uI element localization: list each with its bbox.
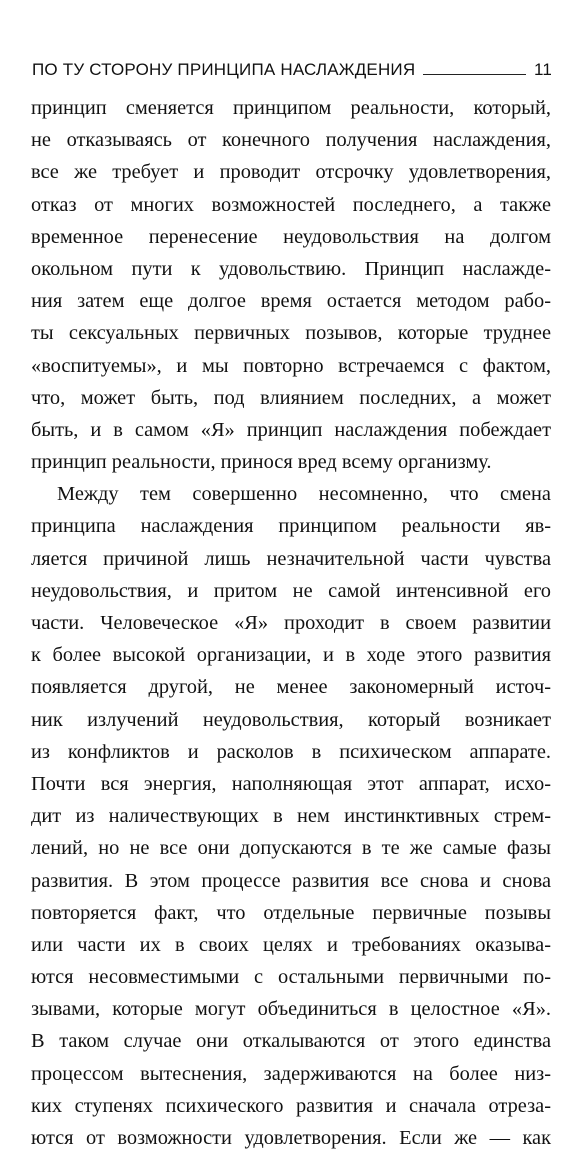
text-line: ются несовместимыми с остальными первичными по- bbox=[31, 966, 551, 989]
text-line: дит из наличествующих в нем инстинктивных стрем- bbox=[31, 805, 551, 828]
paragraph-1 bbox=[31, 92, 551, 478]
text-line: части. Человеческое «Я» проходит в своем развитии bbox=[31, 612, 551, 634]
text-line: из конфликтов и расколов в психическом аппарате. bbox=[31, 740, 551, 763]
text-line: ких ступенях психического развития и сначала отреза- bbox=[31, 1094, 551, 1117]
text-line: отказ от многих возможностей последнего, а также bbox=[31, 193, 551, 216]
page-number: 11 bbox=[533, 60, 552, 79]
text-line: принципа наслаждения принципом реальности яв- bbox=[31, 515, 551, 538]
text-line: «воспитуемы», и мы повторно встречаемся с фактом, bbox=[31, 354, 551, 377]
text-line: процессом вытеснения, задерживаются на более низ- bbox=[31, 1062, 551, 1085]
text-line: повторяется факт, что отдельные первичные позывы bbox=[31, 901, 551, 924]
text-line: принцип реальности, принося вред всему организму. bbox=[31, 451, 492, 474]
text-line: или части их в своих целях и требованиях оказыва- bbox=[31, 933, 551, 956]
text-line: быть, и в самом «Я» принцип наслаждения побеждает bbox=[31, 418, 551, 441]
text-line: принцип сменяется принципом реальности, который, bbox=[31, 97, 551, 119]
text-line: зывами, которые могут объединиться в целостное «Я». bbox=[31, 998, 551, 1021]
running-header-title: ПО ТУ СТОРОНУ ПРИНЦИПА НАСЛАЖДЕНИЯ bbox=[32, 60, 416, 79]
text-line: ния затем еще долгое время остается методом рабо- bbox=[31, 290, 551, 313]
text-line: ты сексуальных первичных позывов, которые труднее bbox=[31, 322, 551, 345]
text-line: В таком случае они откалываются от этого единства bbox=[31, 1030, 551, 1053]
text-line: все же требует и проводит отсрочку удовлетворения, bbox=[31, 161, 551, 184]
header-rule bbox=[423, 73, 526, 75]
text-line: лений, но не все они допускаются в те же самые фазы bbox=[31, 837, 551, 860]
text-line: появляется другой, не менее закономерный источ- bbox=[31, 676, 551, 699]
text-line: Между тем совершенно несомненно, что смена bbox=[57, 483, 551, 506]
text-line: не отказываясь от конечного получения наслаждения, bbox=[31, 129, 551, 152]
text-line: неудовольствия, и притом не самой интенсивной его bbox=[31, 579, 551, 602]
text-line: временное перенесение неудовольствия на долгом bbox=[31, 225, 551, 248]
text-line: к более высокой организации, и в ходе этого развития bbox=[31, 644, 551, 667]
text-line: окольном пути к удовольствию. Принцип наслажде- bbox=[31, 257, 551, 280]
text-line: Почти вся энергия, наполняющая этот аппарат, исхо- bbox=[31, 772, 551, 795]
text-line: ник излучений неудовольствия, который возникает bbox=[31, 708, 551, 731]
text-line: ляется причиной лишь незначительной части чувства bbox=[31, 547, 551, 570]
body-text bbox=[31, 92, 551, 1154]
text-line: ются от возможности удовлетворения. Если же — как bbox=[31, 1127, 551, 1149]
running-header bbox=[32, 56, 552, 80]
paragraph-2 bbox=[31, 478, 551, 1154]
text-line: что, может быть, под влиянием последних, а может bbox=[31, 386, 551, 409]
text-line: развития. В этом процессе развития все снова и снова bbox=[31, 869, 551, 892]
